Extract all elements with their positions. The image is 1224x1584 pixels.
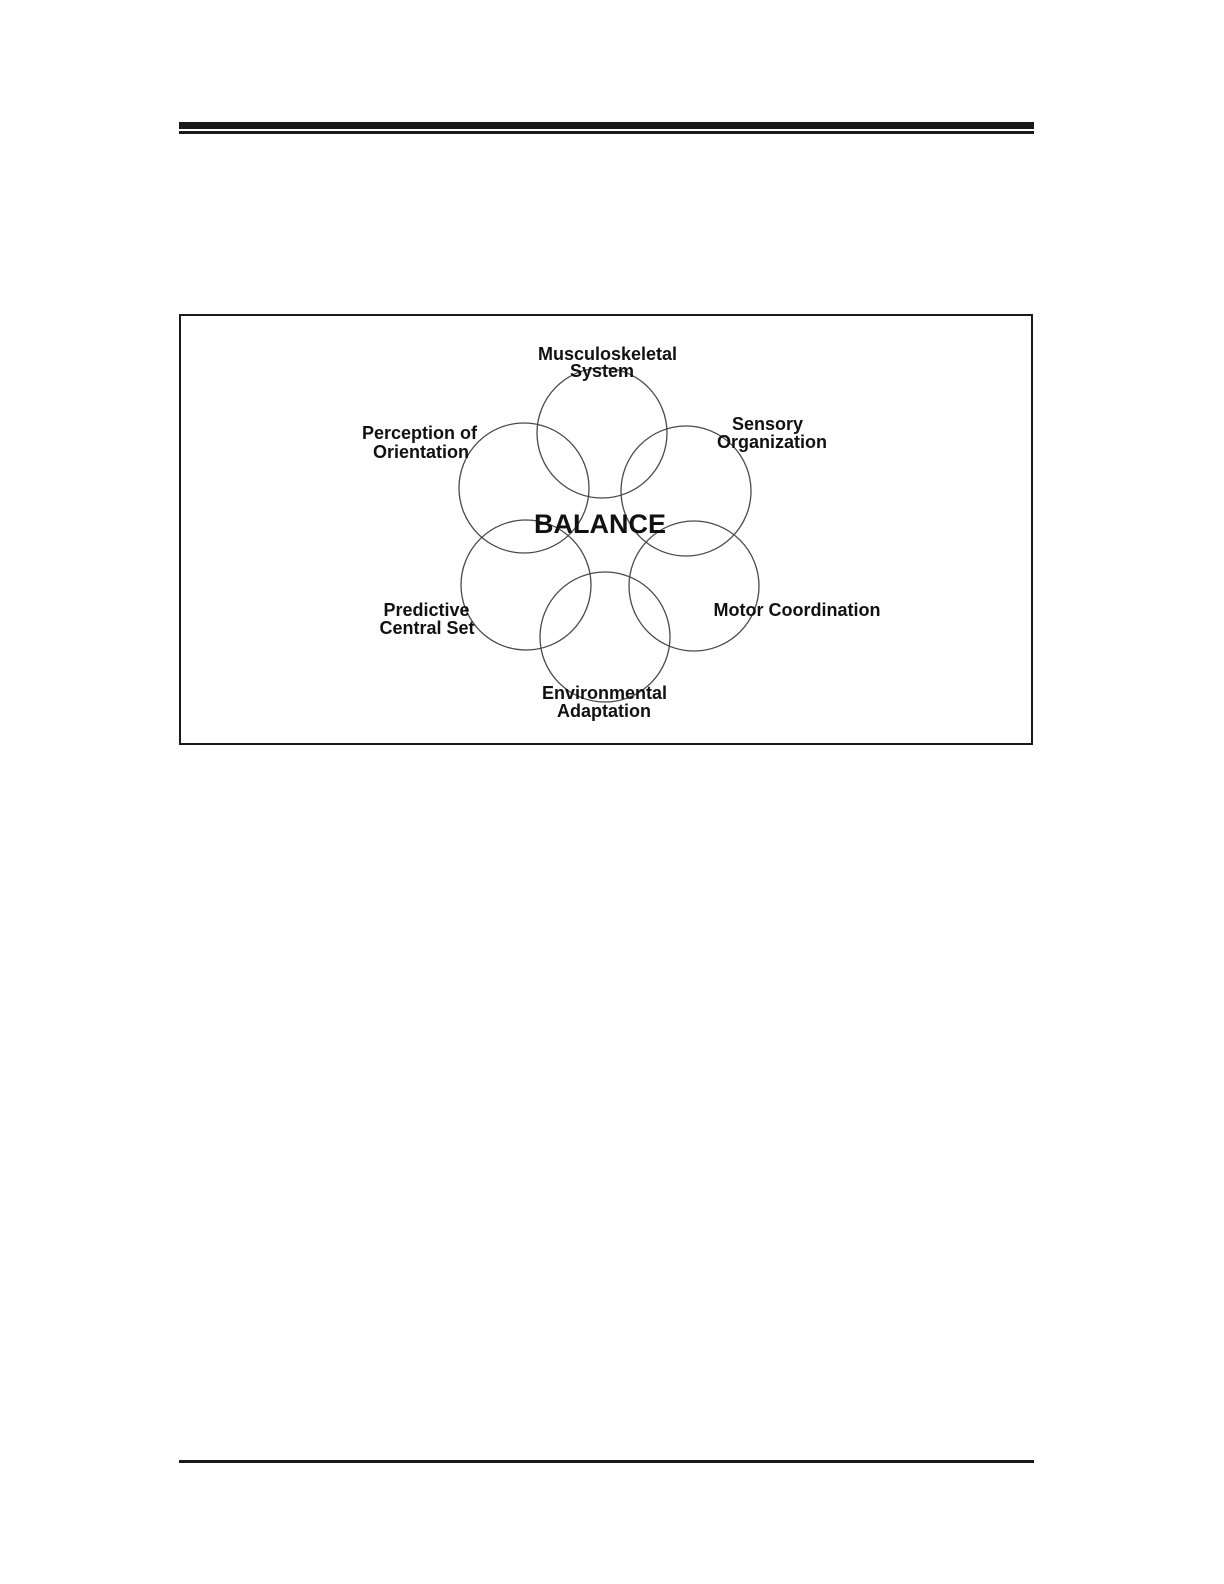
- label-perception: [362, 423, 482, 462]
- label-musculoskeletal-line2: System: [569, 361, 635, 381]
- circle-predictive: [461, 520, 591, 650]
- label-musculoskeletal-line1: Musculoskeletal: [537, 344, 678, 364]
- label-perception-line1: Perception of: [361, 423, 477, 443]
- center-label: BALANCE: [534, 509, 666, 539]
- circle-musculoskeletal: [537, 368, 667, 498]
- label-environmental-line1: Environmental: [541, 683, 668, 703]
- label-predictive-line2: Central Set: [379, 618, 475, 638]
- label-sensory-line2: Organization: [716, 432, 828, 452]
- header-rule-thin: [179, 131, 1034, 134]
- label-environmental-line2: Adaptation: [557, 701, 651, 721]
- label-sensory-line1: Sensory: [731, 414, 804, 434]
- label-sensory: [717, 414, 827, 452]
- label-musculoskeletal: [538, 344, 682, 381]
- balance-diagram: [181, 316, 1031, 743]
- label-motor: [714, 600, 881, 620]
- label-predictive: [379, 600, 474, 638]
- header-rule-thick: [179, 122, 1034, 129]
- label-motor-line1: Motor Coordination: [713, 600, 881, 620]
- circle-motor: [629, 521, 759, 651]
- label-perception-line2: Orientation: [372, 442, 470, 462]
- label-predictive-line1: Predictive: [383, 600, 470, 620]
- figure-frame: [179, 314, 1033, 745]
- footer-rule: [179, 1460, 1034, 1463]
- label-environmental: [542, 683, 672, 721]
